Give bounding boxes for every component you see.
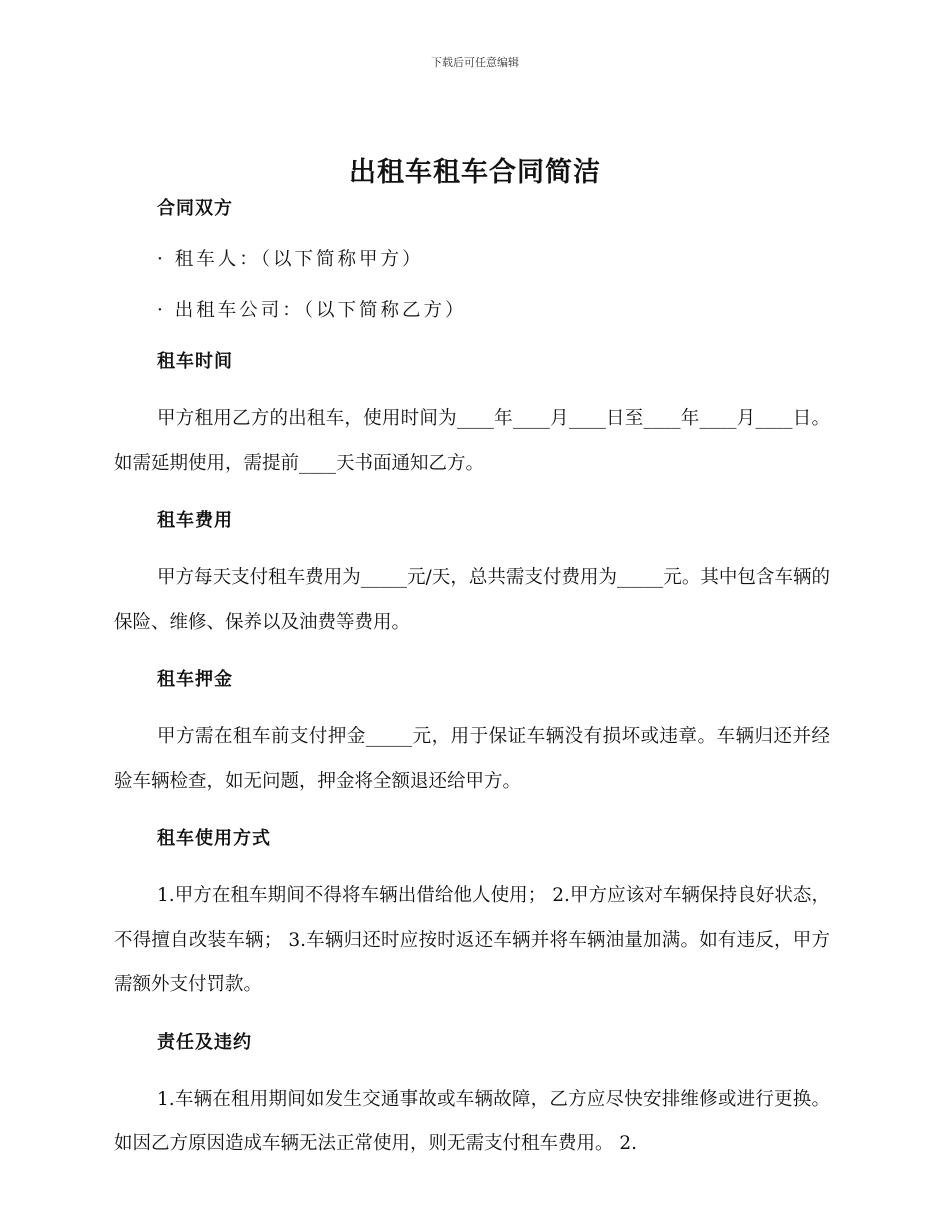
section-heading-time: 租车时间 [157, 351, 233, 372]
page-header-note: 下载后可任意编辑 [431, 56, 519, 69]
bullet-company: · 出租车公司：（以下简称乙方） [157, 300, 467, 321]
paragraph-deposit: 甲方需在租车前支付押金_____元，用于保证车辆没有损坏或违章。车辆归还并经验车辆检查，如无问题，押金将全额退还给甲方。 [114, 726, 830, 792]
section-heading-parties: 合同双方 [157, 198, 233, 219]
paragraph-time: 甲方租用乙方的出租车，使用时间为____年____月____日至____年____月____日。如需延期使用，需提前____天书面通知乙方。 [114, 408, 830, 474]
section-heading-usage: 租车使用方式 [157, 828, 271, 849]
paragraph-fees: 甲方每天支付租车费用为_____元/天，总共需支付费用为_____元。其中包含车辆的保险、维修、保养以及油费等费用。 [114, 567, 830, 633]
section-heading-liability: 责任及违约 [157, 1031, 252, 1053]
document-title: 出租车租车合同简洁 [349, 157, 601, 188]
paragraph-liability: 1.车辆在租用期间如发生交通事故或车辆故障，乙方应尽快安排维修或进行更换。如因乙方原因造成车辆无法正常使用，则无需支付租车费用。 2. [114, 1088, 830, 1154]
section-heading-deposit: 租车押金 [157, 669, 233, 690]
document-body [114, 194, 830, 1167]
section-heading-fees: 租车费用 [157, 510, 233, 531]
bullet-lessee: · 租车人：（以下简称甲方） [157, 249, 424, 270]
paragraph-usage: 1.甲方在租车期间不得将车辆出借给他人使用； 2.甲方应该对车辆保持良好状态，不得擅自改装车辆； 3.车辆归还时应按时返还车辆并将车辆油量加满。如有违反，甲方需额外支付罚款。 [114, 885, 830, 995]
